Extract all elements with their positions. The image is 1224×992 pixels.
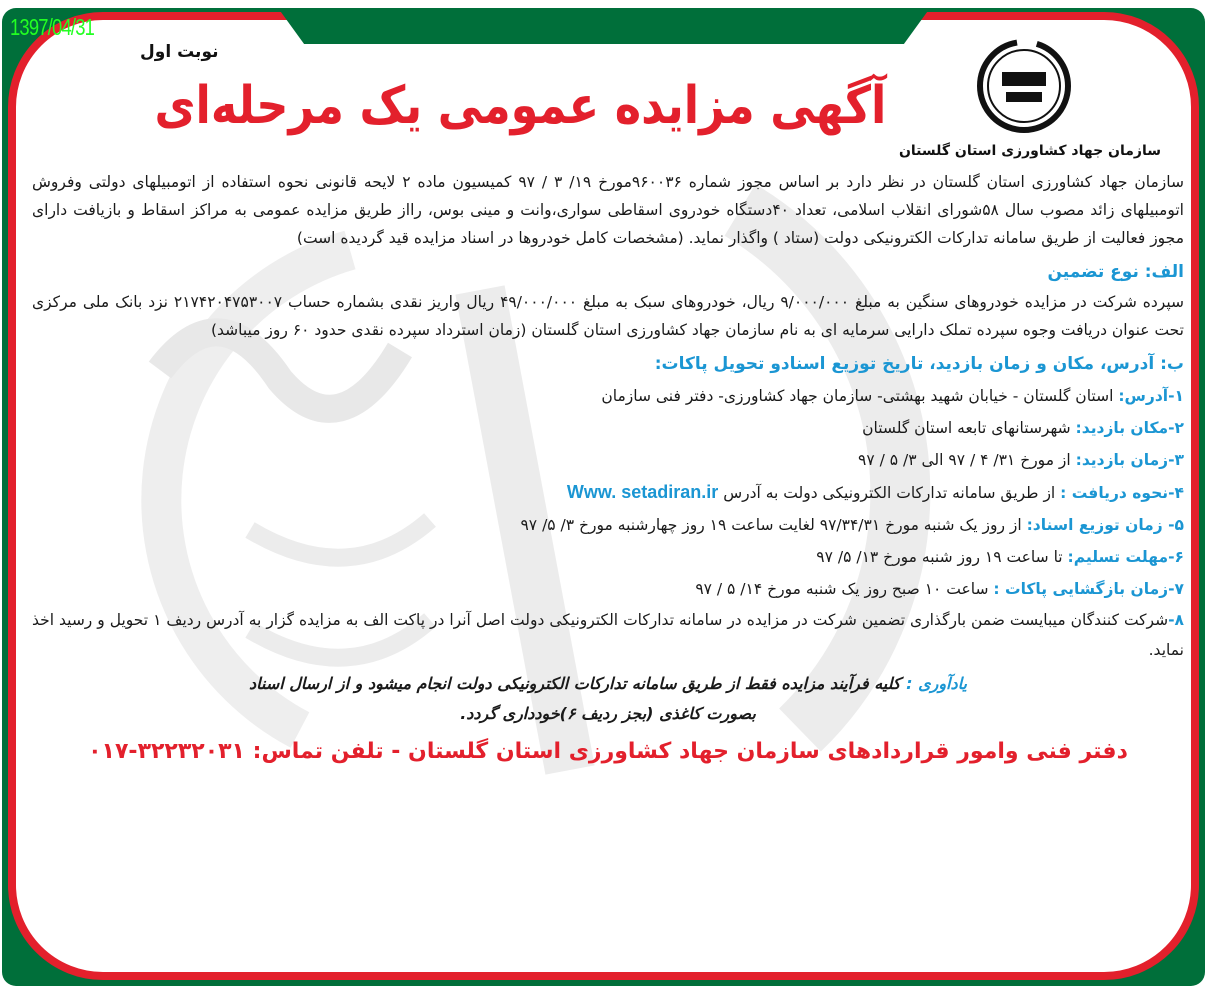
item-label: ۴-نحوه دریافت : <box>1060 484 1184 502</box>
contact-footer: دفتر فنی وامور قراردادهای سازمان جهاد کشاورزی استان گلستان - تلفن تماس: ۳۲۲۳۲۰۳۱-۰۱۷ <box>88 739 1128 764</box>
item-label: ۲-مکان بازدید: <box>1075 419 1184 437</box>
item-label: ۳-زمان بازدید: <box>1075 451 1184 469</box>
section-a-heading: الف: نوع تضمین <box>1047 262 1184 282</box>
list-item-participants <box>32 605 1184 665</box>
setad-link[interactable]: Www. setadiran.ir <box>566 482 719 502</box>
page-title-container <box>120 66 920 146</box>
list-item-visit-place <box>32 412 1184 444</box>
organization-name: سازمان جهاد کشاورزی استان گلستان <box>898 143 1162 159</box>
section-b-heading: ب: آدرس، مکان و زمان بازدید، تاریخ توزیع اسنادو تحویل پاکات: <box>654 354 1184 374</box>
announcement-round: نوبت اول <box>140 42 219 62</box>
item-label: ۵- زمان توزیع اسناد: <box>1026 516 1184 534</box>
item-text: شهرستانهای تابعه استان گلستان <box>862 419 1076 437</box>
item-text: از مورخ ۳۱/ ۴ / ۹۷ الی ۳/ ۵ / ۹۷ <box>858 451 1076 469</box>
item-text: ساعت ۱۰ صبح روز یک شنبه مورخ ۱۴/ ۵ / ۹۷ <box>695 580 994 598</box>
page-title: آگهی مزایده عمومی یک مرحله‌ای <box>154 76 886 136</box>
item-label: ۶-مهلت تسلیم: <box>1067 548 1184 566</box>
jahad-keshavarzi-logo <box>972 36 1076 136</box>
list-item-address <box>32 380 1184 412</box>
section-a-text: سپرده شرکت در مزایده خودروهای سنگین به مبلغ ۹/۰۰۰/۰۰۰ ریال، خودروهای سبک به مبلغ ۴۹/۰۰۰/۰۰۰ ریال واریز نقدی بشماره حساب ۲۱۷۴۲۰۴۷۵۳۰۰۷ نزد بانک ملی مرکزی تحت عنوان دریافت وجوه سپرده تملک دارایی سرمایه ای به نام سازمان جهاد کشاورزی استان گلستان (زمان استرداد سپرده نقدی حدود ۶۰ روز میباشد) <box>32 293 1184 339</box>
list-item-deadline <box>32 541 1184 573</box>
reminder-label: یادآوری : <box>906 674 967 693</box>
list-item-visit-time <box>32 444 1184 476</box>
intro-paragraph: سازمان جهاد کشاورزی استان گلستان در نظر دارد بر اساس مجوز شماره ۹۶۰۰۳۶مورخ ۱۹/ ۳ / ۹۷ کمیسیون ماده ۲ لایحه قانونی نحوه استفاده از اتومبیلهای دولتی وفروش اتومبیلهای زائد مصوب سال ۵۸شورای انقلاب اسلامی، تعداد ۴۰دستگاه خودروی اسقاطی سواری،وانت و مینی بوس، رااز طریق مزایده عمومی به مراکز اسقاط و بازیافت دارای مجوز فعالیت از طریق سامانه تدارکات الکترونیکی دولت (ستاد ) واگذار نماید. (مشخصات کامل خودروها در اسناد مزایده قید گردیده است) <box>32 173 1184 247</box>
reminder-line-2: بصورت کاغذی (بجز ردیف ۶)خودداری گردد. <box>460 704 756 723</box>
item-label: ۷-زمان بازگشایی پاکات : <box>993 580 1184 598</box>
stamp-date: 1397/04/31 <box>10 14 95 40</box>
reminder-text: کلیه فرآیند مزایده فقط از طریق سامانه تدارکات الکترونیکی دولت انجام میشود و از ارسال اسناد <box>249 674 907 693</box>
reminder-line-1 <box>32 669 1184 699</box>
item-text: استان گلستان - خیابان شهید بهشتی- سازمان جهاد کشاورزی- دفتر فنی سازمان <box>601 387 1119 405</box>
item-label: ۸- <box>1168 611 1184 629</box>
item-text: از روز یک شنبه مورخ ۹۷/۳۴/۳۱ لغایت ساعت ۱۹ روز چهارشنبه مورخ ۳/ ۵/ ۹۷ <box>520 516 1027 534</box>
item-text: تا ساعت ۱۹ روز شنبه مورخ ۱۳/ ۵/ ۹۷ <box>816 548 1068 566</box>
announcement-body <box>32 168 1184 769</box>
list-item-distribution-time <box>32 509 1184 541</box>
item-label: ۱-آدرس: <box>1118 387 1184 405</box>
list-item-receive-method <box>32 476 1184 509</box>
list-item-opening-time <box>32 573 1184 605</box>
item-text: از طریق سامانه تدارکات الکترونیکی دولت به آدرس <box>718 484 1061 502</box>
item-text: شرکت کنندگان میبایست ضمن بارگذاری تضمین شرکت در مزایده در سامانه تدارکات الکترونیکی دولت اصل آنرا در پاکت الف به مزایده گزار به آدرس ردیف ۱ تحویل و رسید اخذ نماید. <box>32 611 1184 659</box>
header-green-band <box>278 8 930 44</box>
